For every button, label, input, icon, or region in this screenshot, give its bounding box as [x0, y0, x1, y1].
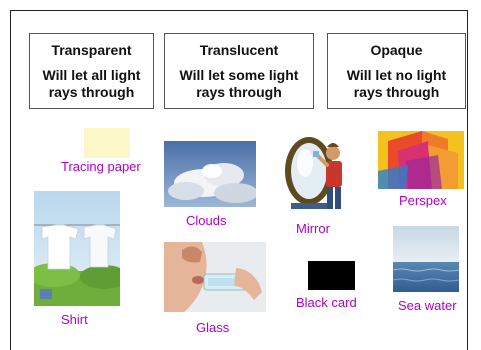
sea-water-label: Sea water — [398, 298, 457, 313]
category-transparent — [29, 33, 154, 109]
sea-water-image — [393, 226, 459, 292]
mirror-image — [283, 133, 353, 215]
shirt-image — [34, 191, 120, 306]
category-title: Translucent — [199, 42, 279, 58]
category-opaque — [327, 33, 466, 109]
tracing-paper-swatch — [84, 128, 130, 158]
mirror-label: Mirror — [296, 221, 330, 236]
black-card-swatch — [308, 261, 355, 290]
category-description: Will let no light rays through — [346, 67, 447, 100]
clouds-label: Clouds — [186, 213, 227, 228]
shirt-label: Shirt — [61, 312, 88, 327]
category-description: Will let all light rays through — [42, 67, 141, 100]
glass-label: Glass — [196, 320, 230, 335]
clouds-image — [164, 141, 256, 207]
category-description: Will let some light rays through — [179, 67, 299, 100]
category-translucent — [164, 33, 314, 109]
glass-image — [164, 242, 266, 312]
category-title: Opaque — [370, 42, 423, 58]
category-title: Transparent — [51, 42, 132, 58]
tracing-paper-label: Tracing paper — [61, 159, 141, 174]
perspex-label: Perspex — [399, 193, 447, 208]
black-card-label: Black card — [296, 295, 357, 310]
perspex-image — [378, 131, 464, 189]
